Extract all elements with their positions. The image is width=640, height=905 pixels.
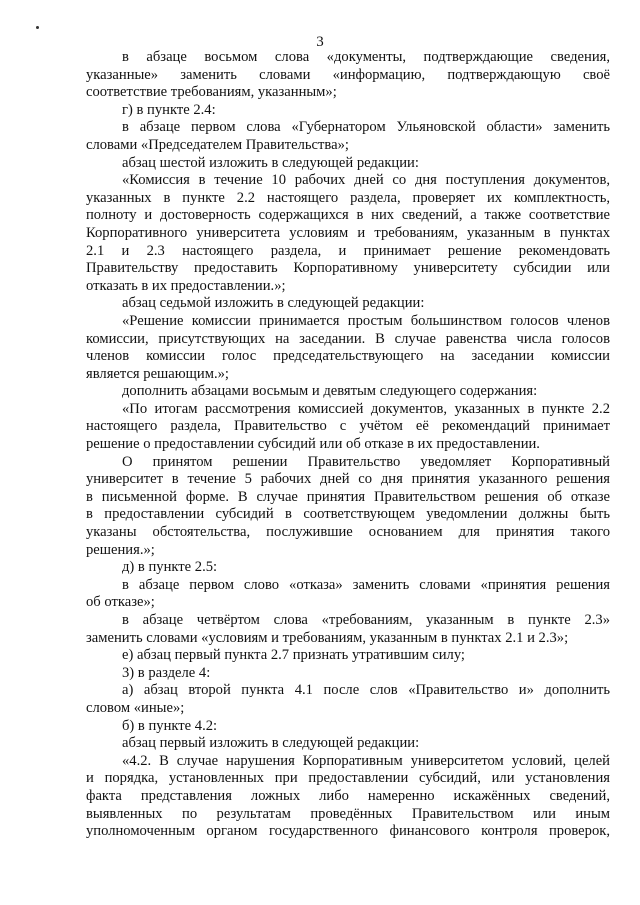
text-line: е) абзац первый пункта 2.7 признать утратившим силу; [122,647,465,664]
scan-speck [36,26,39,29]
text-line: 3) в разделе 4: [122,664,211,681]
text-line: указанные» заменить словами «информацию, подтверждающую своё [86,66,610,83]
text-line: «Решение комиссии принимается простым большинством голосов членов [122,312,610,329]
text-line: указанных в пункте 2.2 настоящего раздела, проверяет их комплектность, [86,189,610,206]
page-number: 3 [316,34,324,50]
text-line: д) в пункте 2.5: [122,559,218,576]
text-line: решение о предоставлении субсидий или об отказе в их предоставлении. [86,436,540,453]
text-line: в абзаце четвёртом слова «требованиям, указанным в пункте 2.3» [122,612,610,628]
text-line: отказать в их предоставлении.»; [86,277,286,294]
text-line: и порядка, установленных при предоставлении субсидий, или установления [86,770,610,787]
text-line: абзац шестой изложить в следующей редакции: [122,154,419,171]
document-body [86,49,610,841]
text-line: Корпоративного университета условиям и требованиям, указанным в пунктах [86,224,610,241]
text-line: настоящего раздела, Правительство с учётом её рекомендаций принимает [86,418,610,435]
text-line: «Комиссия в течение 10 рабочих дней со дня поступления документов, [122,172,610,189]
text-line: дополнить абзацами восьмым и девятым следующего содержания: [122,383,538,400]
text-line: в абзаце первом слова «Губернатором Ульяновской области» заменить [122,119,610,136]
text-line: Правительству предоставить Корпоративному университету субсидии или [86,260,610,277]
text-line: заменить словами «условиям и требованиям, указанным в пунктах 2.1 и 2.3»; [86,629,569,646]
text-line: «4.2. В случае нарушения Корпоративным университетом условий, целей [122,752,610,769]
text-line: членов комиссии голос председательствующего на заседании комиссии [86,348,610,365]
text-line: об отказе»; [86,594,155,611]
text-line: в предоставлении субсидий в соответствующем уведомлении должны быть [86,506,610,523]
text-line: решения.»; [86,541,155,558]
text-line: университет в течение 5 рабочих дней со дня принятия указанного решения [86,471,610,488]
text-line: 2.1 и 2.3 настоящего раздела, и принимает решение рекомендовать [86,242,610,259]
text-line: абзац первый изложить в следующей редакции: [122,735,420,752]
text-line: в абзаце восьмом слова «документы, подтверждающие сведения, [122,49,610,65]
text-line: О принятом решении Правительство уведомляет Корпоративный [122,453,610,470]
text-line: выявленных по результатам проведённых Правительством или иным [86,805,610,822]
text-line: является решающим.»; [86,365,229,382]
text-line: полноту и достоверность содержащихся в них сведений, а также соответствие [86,207,610,224]
text-line: а) абзац второй пункта 4.1 после слов «Правительство и» дополнить [122,682,610,699]
text-line: словом «иные»; [86,699,185,716]
text-line: соответствие требованиям, указанным»; [86,84,337,101]
text-line: г) в пункте 2.4: [122,101,216,118]
text-line: комиссии, присутствующих на заседании. В случае равенства числа голосов [86,330,610,347]
text-line: в абзаце первом слово «отказа» заменить словами «принятия решения [122,576,610,593]
text-line: б) в пункте 4.2: [122,717,218,734]
text-line: указаны обстоятельства, послужившие основанием для принятия такого [86,524,610,541]
text-line: словами «Председателем Правительства»; [86,136,349,153]
text-line: «По итогам рассмотрения комиссией документов, указанных в пункте 2.2 [122,400,610,417]
text-line: уполномоченным органом государственного финансового контроля проверок, [86,823,610,840]
text-line: абзац седьмой изложить в следующей редакции: [122,295,425,312]
text-line: факта представления ложных либо намеренно искажённых сведений, [86,787,610,804]
text-line: в письменной форме. В случае принятия Правительством решения об отказе [86,488,610,505]
